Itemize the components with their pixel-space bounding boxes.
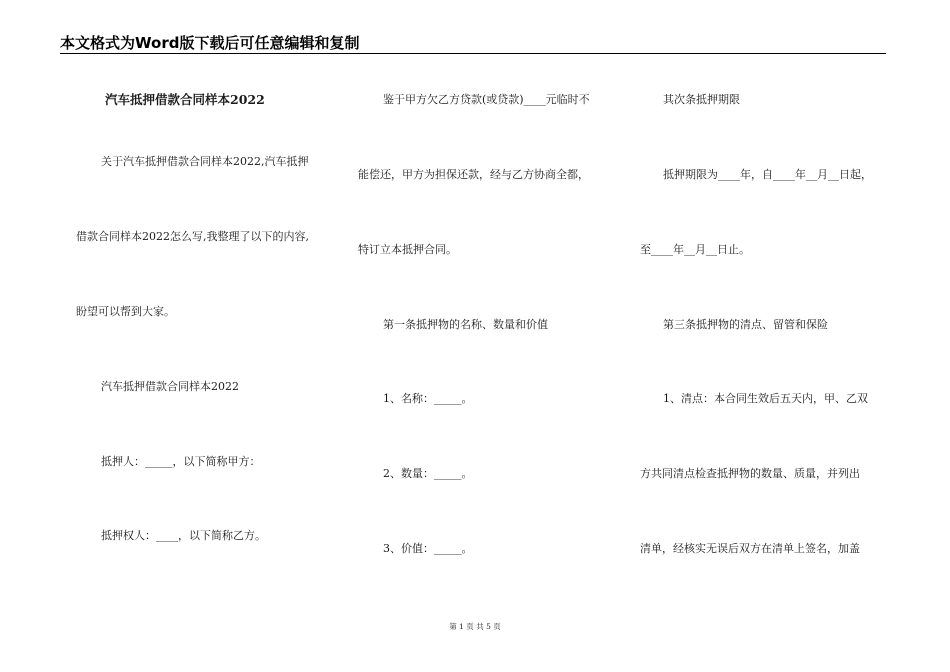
section-heading: 第一条抵押物的名称、数量和价值 — [383, 318, 548, 331]
document-title: 汽车抵押借款合同样本2022 — [105, 92, 265, 107]
paragraph-line: 方共同清点检查抵押物的数量、质量，并列出 — [640, 467, 860, 480]
paragraph-line: 汽车抵押借款合同样本2022 — [101, 380, 239, 393]
paragraph-line: 鉴于甲方欠乙方贷款(或贷款)____元临时不 — [383, 93, 590, 106]
section-heading: 其次条抵押期限 — [663, 93, 740, 106]
paragraph-line: 关于汽车抵押借款合同样本2022,汽车抵押 — [101, 155, 309, 168]
page-number: 第 1 页 共 5 页 — [449, 622, 501, 631]
paragraph-line: 抵押人：_____，以下简称甲方： — [101, 455, 261, 468]
text-column-1 — [60, 60, 330, 620]
paragraph-line: 抵押期限为____年，自____年__月__日起， — [663, 168, 872, 181]
paragraph-line: 2、数量：_____。 — [383, 467, 473, 480]
paragraph-line: 特订立本抵押合同。 — [358, 243, 457, 256]
header-divider — [60, 53, 886, 54]
paragraph-line: 1、名称：_____。 — [383, 392, 473, 405]
text-column-3 — [638, 60, 888, 620]
paragraph-line: 抵押权人：____，以下简称乙方。 — [101, 529, 266, 542]
text-column-2 — [356, 60, 616, 620]
paragraph-line: 3、价值：_____。 — [383, 542, 473, 555]
paragraph-line: 至____年__月__日止。 — [640, 243, 750, 256]
paragraph-line: 清单，经核实无误后双方在清单上签名，加盖 — [640, 542, 860, 555]
paragraph-line: 能偿还，甲方为担保还款，经与乙方协商全都， — [358, 168, 589, 181]
paragraph-line: 盼望可以帮到大家。 — [76, 305, 175, 318]
paragraph-line: 1、清点：本合同生效后五天内，甲、乙双 — [663, 392, 868, 405]
paragraph-line: 借款合同样本2022怎么写,我整理了以下的内容, — [76, 230, 309, 243]
section-heading: 第三条抵押物的清点、留管和保险 — [663, 318, 828, 331]
page-header: 本文格式为Word版下载后可任意编辑和复制 — [60, 34, 360, 52]
